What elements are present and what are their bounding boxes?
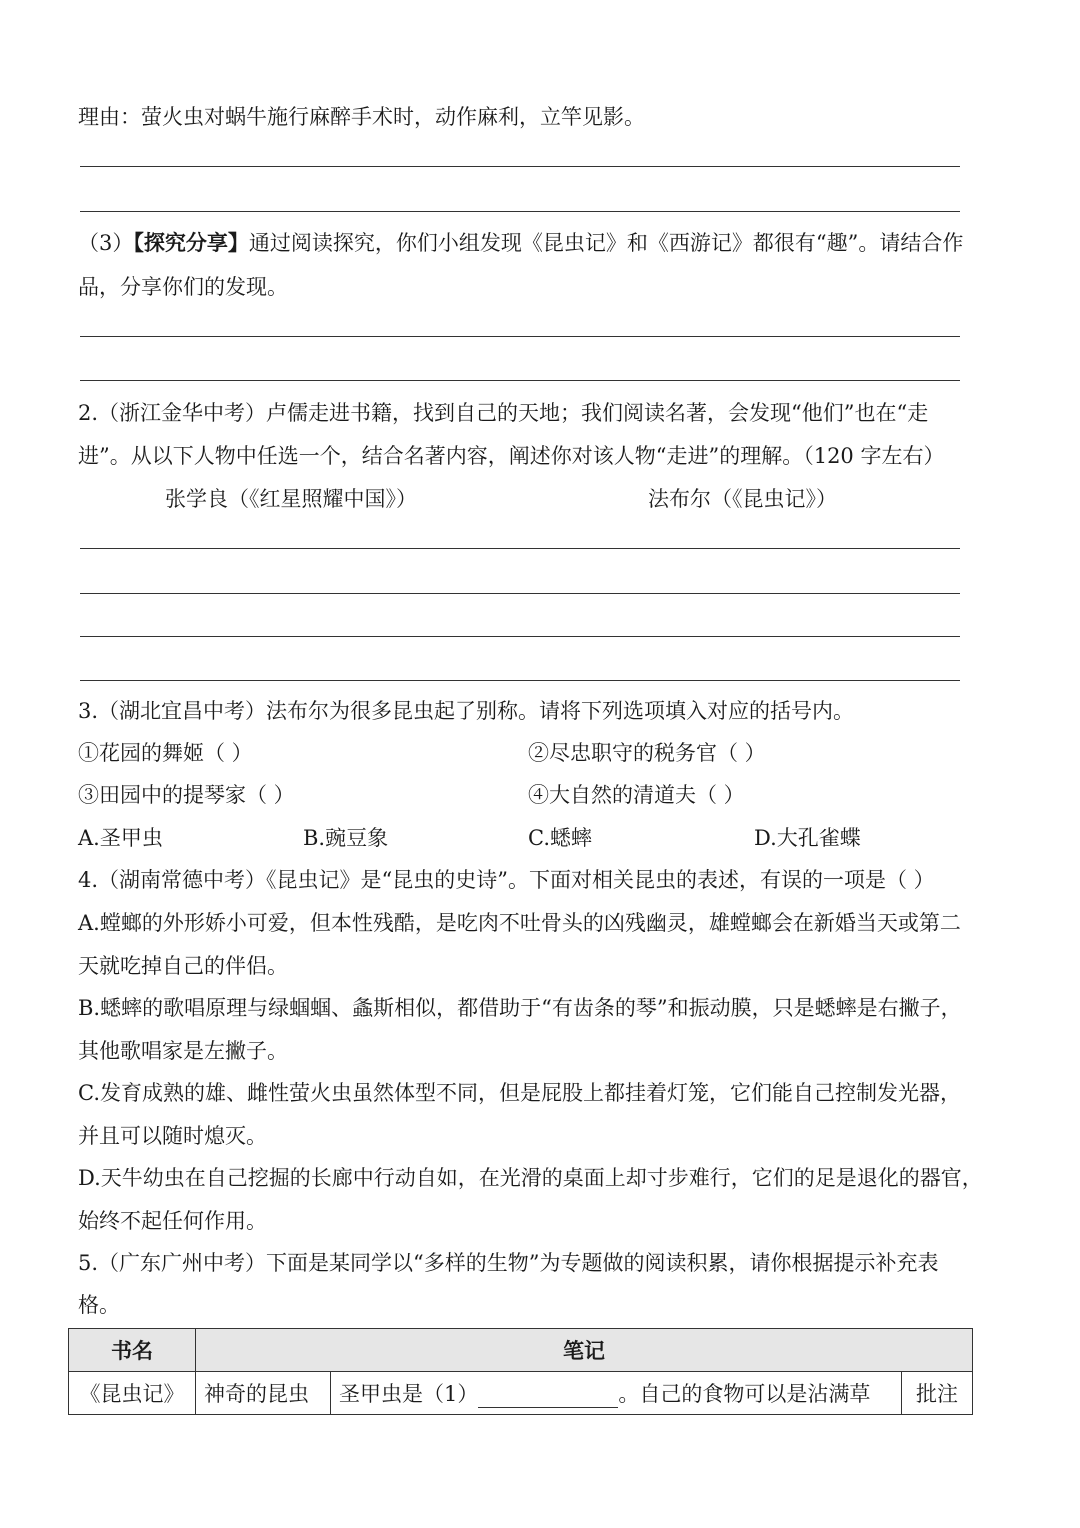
q3b-stem: 3.（湖北宜昌中考）法布尔为很多昆虫起了别称。请将下列选项填入对应的括号内。 bbox=[78, 699, 855, 723]
answer-line[interactable] bbox=[80, 548, 960, 549]
q4-option-c-2: 并且可以随时熄灭。 bbox=[78, 1124, 267, 1148]
q3b-item-1: ①花园的舞姬（ ） bbox=[78, 741, 253, 765]
answer-line[interactable] bbox=[80, 380, 960, 381]
answer-line[interactable] bbox=[80, 336, 960, 337]
table-row bbox=[69, 1372, 973, 1415]
cell-topic: 神奇的昆虫 bbox=[196, 1372, 331, 1415]
q4-option-d-1: D.天牛幼虫在自己挖掘的长廊中行动自如，在光滑的桌面上却寸步难行，它们的足是退化的器官， bbox=[78, 1166, 983, 1190]
q2-line2: 进”。从以下人物中任选一个，结合名著内容，阐述你对该人物“走进”的理解。（120 字左右） bbox=[78, 444, 945, 468]
q3b-choice-d: D.大孔雀蝶 bbox=[754, 826, 861, 850]
q3-explore-line1 bbox=[78, 228, 963, 258]
cell-annotation: 批注 bbox=[902, 1372, 973, 1415]
q3b-item-3: ③田园中的提琴家（ ） bbox=[78, 783, 295, 807]
q4-option-c-1: C.发育成熟的雄、雌性萤火虫虽然体型不同，但是屁股上都挂着灯笼，它们能自己控制发光器， bbox=[78, 1081, 961, 1105]
answer-line[interactable] bbox=[80, 211, 960, 212]
q5-line1: 5.（广东广州中考）下面是某同学以“多样的生物”为专题做的阅读积累，请你根据提示补充表 bbox=[78, 1251, 939, 1275]
note-suffix: 。自己的食物可以是沾满草 bbox=[618, 1382, 871, 1406]
cell-book: 《昆虫记》 bbox=[69, 1372, 196, 1415]
q3-tag: 【探究分享】 bbox=[133, 230, 249, 255]
reading-notes-table bbox=[68, 1328, 973, 1415]
q3b-choice-c: C.蟋蟀 bbox=[528, 826, 592, 850]
q4-option-a-1: A.螳螂的外形娇小可爱，但本性残酷，是吃肉不吐骨头的凶残幽灵，雄螳螂会在新婚当天或第二 bbox=[78, 911, 961, 935]
q4-option-b-2: 其他歌唱家是左撇子。 bbox=[78, 1039, 288, 1063]
cell-note bbox=[331, 1372, 902, 1415]
answer-line[interactable] bbox=[80, 636, 960, 637]
q3b-item-2: ②尽忠职守的税务官（ ） bbox=[528, 741, 766, 765]
reason-text: 理由：萤火虫对蜗牛施行麻醉手术时，动作麻利，立竿见影。 bbox=[78, 105, 645, 129]
q3-text: 通过阅读探究，你们小组发现《昆虫记》和《西游记》都很有“趣”。请结合作 bbox=[248, 231, 964, 255]
answer-line[interactable] bbox=[80, 593, 960, 594]
answer-line[interactable] bbox=[80, 166, 960, 167]
table-header-row bbox=[69, 1329, 973, 1372]
q4-stem: 4.（湖南常德中考）《昆虫记》是“昆虫的史诗”。下面对相关昆虫的表述，有误的一项是（ ） bbox=[78, 868, 935, 892]
note-prefix: 圣甲虫是（1） bbox=[339, 1382, 479, 1406]
q2-line1: 2.（浙江金华中考）卢儒走进书籍，找到自己的天地；我们阅读名著，会发现“他们”也在“走 bbox=[78, 401, 929, 425]
answer-line[interactable] bbox=[80, 680, 960, 681]
q3b-item-4: ④大自然的清道夫（ ） bbox=[528, 783, 745, 807]
q4-option-b-1: B.蟋蟀的歌唱原理与绿蝈蝈、螽斯相似，都借助于“有齿条的琴”和振动膜，只是蟋蟀是右撇子， bbox=[78, 996, 962, 1020]
header-notes: 笔记 bbox=[196, 1329, 973, 1372]
q3-number: （3） bbox=[78, 231, 134, 255]
q4-option-a-2: 天就吃掉自己的伴侣。 bbox=[78, 954, 288, 978]
fill-blank-1[interactable] bbox=[478, 1385, 618, 1408]
q3b-choice-a: A.圣甲虫 bbox=[78, 826, 163, 850]
header-book: 书名 bbox=[69, 1329, 196, 1372]
q3-explore-line2: 品，分享你们的发现。 bbox=[78, 275, 288, 299]
q3b-choice-b: B.豌豆象 bbox=[303, 826, 389, 850]
q5-line2: 格。 bbox=[78, 1293, 120, 1317]
q2-option-2: 法布尔（《昆虫记》） bbox=[648, 487, 837, 511]
q4-option-d-2: 始终不起任何作用。 bbox=[78, 1209, 267, 1233]
q2-option-1: 张学良（《红星照耀中国》） bbox=[165, 487, 417, 511]
